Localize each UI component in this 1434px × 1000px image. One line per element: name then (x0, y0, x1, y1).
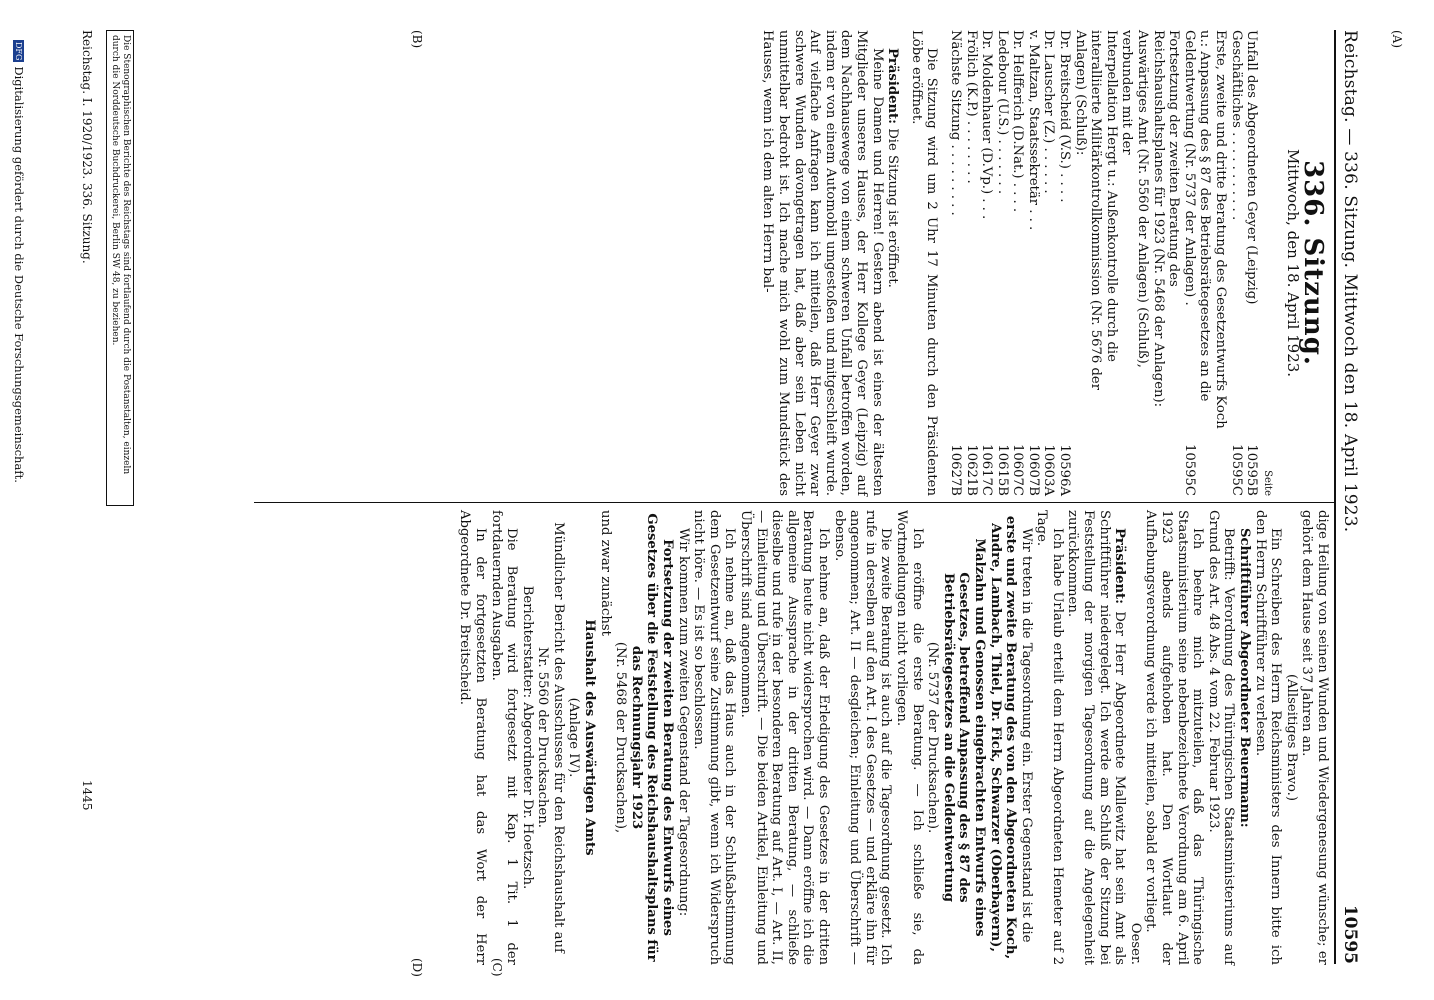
toc-entry: Dr. Helfferich (D.Nat.) . . . . (1010, 30, 1026, 213)
toc-entry: verbunden mit der (1119, 30, 1135, 155)
toc-page: 10621B (963, 444, 979, 496)
page-number: 10595 (1340, 904, 1360, 964)
toc-entry: Ledebour (U.S.) . . . . . . . (994, 30, 1010, 195)
toc-entry: v. Maltzan, Staatssekretär . . . (1025, 30, 1041, 231)
toc-row (1150, 30, 1181, 496)
president-opening (885, 30, 901, 496)
paragraph: Wir treten in die Tagesordnung ein. Erster Gegenstand ist die (1018, 528, 1034, 943)
section-marker-d: (D) (410, 958, 424, 977)
toc-page: 10607B (1025, 444, 1041, 496)
toc-page: 10607C (1010, 443, 1026, 496)
speaker-label: Präsident: (885, 48, 901, 125)
toc-page: 10615B (994, 444, 1010, 496)
toc-row (994, 30, 1010, 496)
toc-page: 10603A (1041, 444, 1057, 496)
toc-row (1244, 30, 1260, 496)
agenda-ref: (Nr. 5468 der Drucksachen), (613, 641, 629, 834)
column-divider (254, 502, 1334, 503)
paragraph: Ich nehme an, daß das Haus auch in der Schlußabstimmung dem Gesetzentwurf seine Zustimmung gibt, wenn ich Widerspruch nicht höre. — Es ist so beschlossen. (691, 510, 738, 965)
running-header (1334, 30, 1374, 964)
toc-row (1119, 30, 1135, 496)
toc-page: 10596A (1057, 444, 1073, 496)
interjection: (Allseitiges Bravo.) (1283, 674, 1299, 801)
speaker-label: Schriftführer Abgeordneter Beuermann: (1237, 528, 1253, 828)
paragraph: Ich eröffne die erste Beratung. — Ich schließe sie, da Wortmeldungen nicht vorliegen. (893, 510, 925, 965)
toc-page: 10627B (947, 444, 963, 496)
toc-page: 10595C (1181, 443, 1197, 496)
toc-page (1119, 436, 1135, 496)
paragraph: Die Beratung wird fortgesetzt mit Kap. 1 Tit. 1 der fortdauernden Ausgaben. (488, 510, 520, 965)
toc-page (1072, 436, 1119, 496)
toc-entry: Dr. Lauscher (Z.) . . . . . . (1041, 30, 1057, 194)
paragraph: Betrifft: Verordnung des Thüringischen Staatsministeriums auf Grund des Art. 48 Abs. 4 vom 22. Februar 1923. (1205, 510, 1237, 965)
toc-entry: Interpellation Hergt u.: Außenkontrolle durch die interalliierte Militärkontrollkommission (Nr. 5676 der Anlagen) (Schluß): (1072, 30, 1119, 391)
paragraph: Ich nehme an, daß der Erledigung des Gesetzes in der dritten Beratung heute nicht widersprochen wird. — Dann eröffne ich die allgemeine Aussprache in der dritten Beratung, — schließe dieselbe und rufe in der besonderen Beratung auf Art. I, — Art. II, — Einleitung und Überschrift. — Die beiden Artikel, Einleitung und Überschrift sind angenommen. (738, 510, 831, 965)
president-speech: Meine Damen und Herren! Gestern abend ist eines der ältesten Mitglieder unseres Hauses, der Herr Kollege Geyer (Leipzig) auf dem Nachhausewege von einem schweren Unfall betroffen worden, indem er von einem Automobil umgestoßen und mitgeschleift wurde. Auf vielfache Anfragen kann ich mitteilen, daß Herr Geyer zwar schwere Wunden davongetragen hat, daß aber sein Leben nicht unmittelbar bedroht ist. Ich mache mich wohl zum Mundstück des Hauses, wenn ich dem alten Herrn bal- (760, 30, 885, 496)
section-marker-c: (C) (490, 958, 504, 977)
toc-entry: Nächste Sitzung . . . . . . . . . (947, 30, 963, 216)
toc-row (947, 30, 963, 496)
footnote: Die Stenographischen Berichte des Reichstags sind fortlaufend durch die Postanstalten, einzeln durch die Norddeutsche Buchdruckerei, Berlin SW 48, zu beziehen. (106, 30, 134, 506)
toc-row (1010, 30, 1026, 496)
toc-page (1134, 436, 1150, 496)
toc-entry: Dr. Breitscheid (V.S.) . . . . (1057, 30, 1073, 203)
toc-row (1057, 30, 1073, 496)
paragraph: Ich beehre mich mitzuteilen, daß das Thüringische Staatsministerium seine nebenbezeichnete Verordnung am 6. April 1923 abends aufgehoben hat. Den Wortlaut der Aufhebungsverordnung werde ich mitteilen, sobald er vorliegt. (1143, 510, 1206, 965)
agenda-item: erste und zweite Beratung des von den Abgeordneten Koch, Andre, Lambach, Thiel, Dr. Fick, Schwarzer (Oberbayern), Malzahn und Genossen eingebrachten Entwurfs eines Gesetzes, betreffend Anpassung des § 87 des Betriebsrätegesetzes an die Geldentwertung (940, 515, 1019, 960)
toc-row (1134, 30, 1150, 496)
speaker-label: Präsident: (1112, 528, 1128, 605)
speech-text: Die Sitzung ist eröffnet. (885, 128, 901, 288)
president-speech (1065, 510, 1127, 965)
toc-page: 10617C (979, 443, 995, 496)
toc-entry: Unfall des Abgeordneten Geyer (Leipzig) (1244, 30, 1260, 305)
toc-row (963, 30, 979, 496)
toc-entry: Auswärtiges Amt (Nr. 5560 der Anlagen) (Schluß), (1135, 30, 1151, 368)
seite-label: Seite (1261, 470, 1273, 496)
credit-text: Digitalisierung gefördert durch die Deutsche Forschungsgemeinschaft. (12, 66, 26, 483)
left-column (760, 30, 1330, 496)
paragraph: Mündlicher Bericht des Ausschusses für den Reichshaushalt auf Nr. 5560 der Drucksachen. (535, 522, 566, 953)
session-date: Mittwoch, den 18. April 1923. (1284, 148, 1303, 378)
paragraph: Berichterstatter: Abgeordneter Dr. Hoetzsch. (519, 585, 535, 890)
paragraph: Wir kommen zum zweiten Gegenstand der Tagesordnung: (675, 528, 691, 917)
paragraph: In der fortgesetzten Beratung hat das Wort der Herr Abgeordnete Dr. Breitscheid. (457, 510, 488, 965)
toc-page: 10595B (1244, 444, 1260, 496)
paragraph: und zwar zunächst (597, 510, 613, 636)
signature: Oeser. (1127, 922, 1143, 965)
agenda-item: Haushalt des Auswärtigen Amts (582, 619, 598, 856)
section-marker-a: (A) (1390, 30, 1404, 49)
table-of-contents (947, 30, 1259, 496)
paragraph: Ich habe Urlaub erteilt dem Herrn Abgeordneten Hemeter auf 2 Tage. (1034, 510, 1065, 965)
session-heading: 336. Sitzung. (1298, 160, 1328, 366)
agenda-ref: (Nr. 5737 der Drucksachen). (925, 641, 941, 834)
toc-page: 10595C (1228, 443, 1244, 496)
footer-page-number: 1445 (80, 780, 94, 811)
speech-text: Der Herr Abgeordnete Mallewitz hat sein Amt als Schriftführer niedergelegt. Ich werde am Schluß der Sitzung bei Feststellung der morgigen Tagesordnung auf die Angelegenheit zurückkommen. (1065, 510, 1128, 965)
dfg-logo: DFG (14, 42, 24, 61)
toc-row (1072, 30, 1119, 496)
right-column (457, 510, 1330, 965)
toc-row (1228, 30, 1244, 496)
toc-entry: Dr. Moldenhauer (D.Vp.) . . . (979, 30, 995, 220)
toc-page (1150, 436, 1181, 496)
toc-entry: Fortsetzung der zweiten Beratung des Reichshaushaltsplanes für 1923 (Nr. 5468 der Anlagen): (1150, 30, 1182, 408)
toc-entry: Geschäftliches . . . . . . . . . . . (1228, 30, 1244, 221)
paragraph: dige Heilung von seinen Wunden und Wiedergenesung wünsche; er gehört dem Hause seit 37 Jahren an. (1299, 510, 1330, 965)
agenda-item: Fortsetzung der zweiten Beratung des Entwurfs eines Gesetzes über die Feststellung des Reichshaushaltsplans für das Rechnungsjahr 1923 (628, 513, 676, 962)
toc-row (979, 30, 995, 496)
agenda-ref: (Anlage IV). (566, 697, 582, 778)
footer-volume: Reichstag. I. 1920/1923. 336. Sitzung. (80, 30, 94, 264)
toc-entry: Frölich (K.P.) . . . . . . . . (963, 30, 979, 184)
toc-row (1181, 30, 1228, 496)
toc-row (1041, 30, 1057, 496)
funding-credit (12, 40, 26, 483)
toc-entry: Erste, zweite und dritte Beratung des Gesetzentwurfs Koch u.: Anpassung des § 87 des Betriebsrätegesetzes an die Geldentwertung (Nr. 5737 der Anlagen) . (1181, 30, 1229, 429)
running-title: Reichstag. — 336. Sitzung. Mittwoch den 18. April 1923. (1340, 30, 1360, 533)
paragraph: Ein Schreiben des Herrn Reichsministers des Innern bitte ich den Herrn Schriftführer zu verlesen. (1252, 510, 1284, 965)
paragraph: Die zweite Beratung ist auch auf die Tagesordnung gesetzt. Ich rufe in derselben auf den Art. I des Gesetzes — und erkläre ihn für angenommen; Art. II — desgleichen; Einleitung und Überschrift — ebenso. (831, 510, 894, 965)
section-marker-b: (B) (410, 30, 424, 49)
opening-note: Die Sitzung wird um 2 Uhr 17 Minuten durch den Präsidenten Löbe eröffnet. (908, 30, 940, 496)
toc-row (1025, 30, 1041, 496)
